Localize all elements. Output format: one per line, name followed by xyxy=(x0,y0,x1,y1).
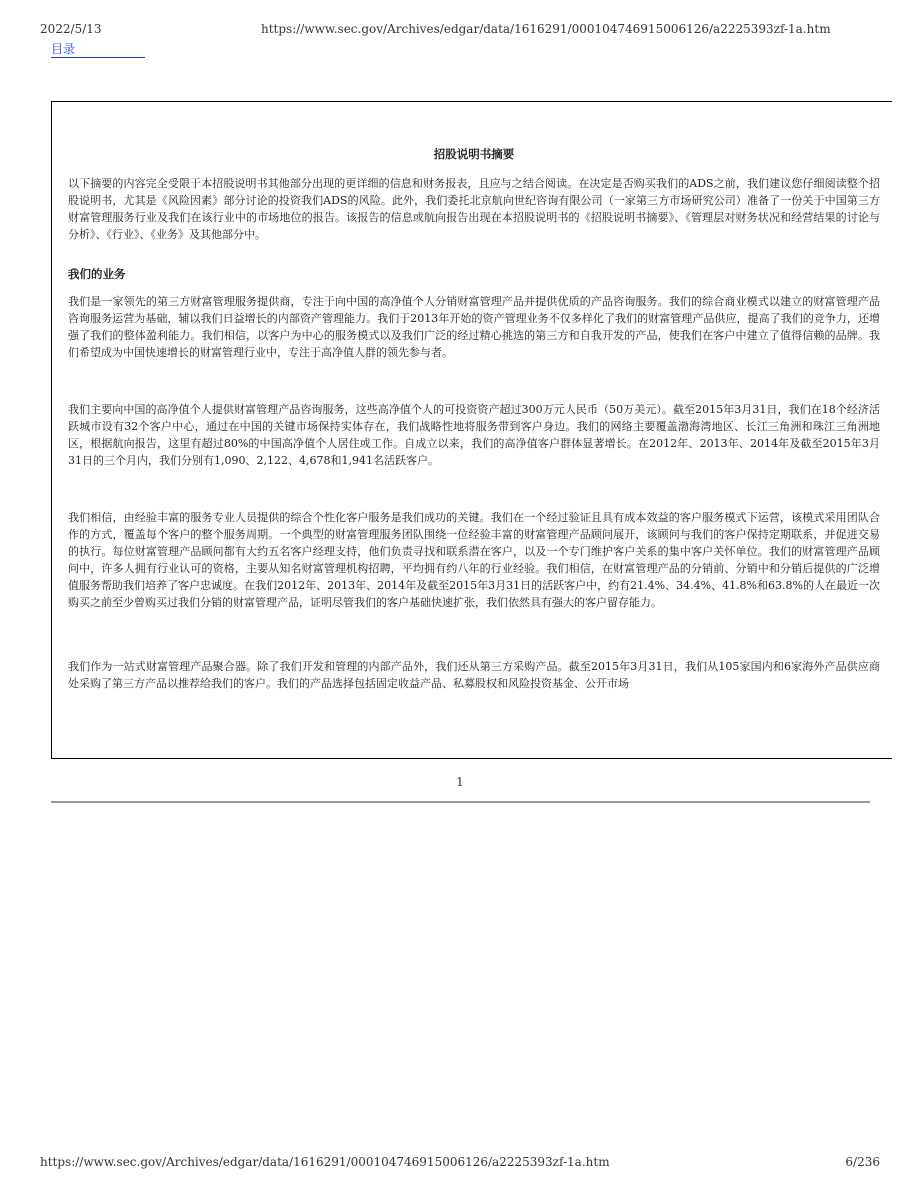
business-paragraph-3: 我们相信，由经验丰富的服务专业人员提供的综合个性化客户服务是我们成功的关键。我们在一个经过验证且具有成本效益的客户服务模式下运营，该模式采用团队合作的方式，覆盖每个客户的整个服务周期。一个典型的财富管理服务团队围绕一位经验丰富的财富管理产品顾问展开，该顾问与我们的客户保持定期联系，并促进交易的执行。每位财富管理产品顾问都有大约五名客户经理支持，他们负责寻找和联系潜在客户，以及一个专门维护客户关系的集中客户关怀单位。我们的财富管理产品顾问中，许多人拥有行业认可的资格，主要从知名财富管理机构招聘，平均拥有约八年的行业经验。我们相信，在财富管理产品的分销前、分销中和分销后提供的广泛增值服务帮助我们培养了客户忠诚度。在我们2012年、2013年、2014年及截至2015年3月31日的活跃客户中，约有21.4%、34.4%、41.8%和63.8%的人在最近一次购买之前至少曾购买过我们分销的财富管理产品，证明尽管我们的客户基础快速扩张，我们依然具有强大的客户留存能力。 xyxy=(68,511,880,609)
intro-paragraph: 以下摘要的内容完全受限于本招股说明书其他部分出现的更详细的信息和财务报表，且应与之结合阅读。在决定是否购买我们的ADS之前，我们建议您仔细阅读整个招股说明书，尤其是《风险因素》部分讨论的投资我们ADS的风险。此外，我们委托北京航向世纪咨询有限公司（一家第三方市场研究公司）准备了一份关于中国第三方财富管理服务行业及我们在该行业中的市场地位的报告。该报告的信息或航向报告出现在本招股说明书的《招股说明书摘要》、《管理层对财务状况和经营结果的讨论与分析》、《行业》、《业务》及其他部分中。 xyxy=(68,177,880,241)
print-date: 2022/5/13 xyxy=(40,22,102,36)
business-paragraph-2: 我们主要向中国的高净值个人提供财富管理产品咨询服务，这些高净值个人的可投资资产超过300万元人民币（50万美元）。截至2015年3月31日，我们在18个经济活跃城市设有32个客户中心，通过在中国的关键市场保持实体存在，我们战略性地将服务带到客户身边。我们的网络主要覆盖渤海湾地区、长江三角洲和珠江三角洲地区，根据航向报告，这里有超过80%的中国高净值个人居住或工作。自成立以来，我们的高净值客户群体显著增长。在2012年、2013年、2014年及截至2015年3月31日的三个月内，我们分别有1,090、2,122、4,678和1,941名活跃客户。 xyxy=(68,403,880,467)
section-title: 招股说明书摘要 xyxy=(433,147,515,161)
business-paragraph-4: 我们作为一站式财富管理产品聚合器。除了我们开发和管理的内部产品外，我们还从第三方采购产品。截至2015年3月31日，我们从105家国内和6家海外产品供应商处采购了第三方产品以推荐给我们的客户。我们的产品选择包括固定收益产品、私募股权和风险投资基金、公开市场 xyxy=(68,660,880,690)
page-number: 1 xyxy=(456,775,464,789)
print-url-footer: https://www.sec.gov/Archives/edgar/data/1616291/000104746915006126/a2225393zf-1a.htm xyxy=(40,1155,610,1169)
document-body xyxy=(68,146,880,692)
toc-link[interactable]: 目录 xyxy=(51,42,145,58)
print-page-count: 6/236 xyxy=(845,1155,880,1169)
page-divider xyxy=(51,801,870,803)
business-heading: 我们的业务 xyxy=(68,267,126,281)
print-url-header: https://www.sec.gov/Archives/edgar/data/1616291/000104746915006126/a2225393zf-1a.htm xyxy=(261,22,831,36)
document-frame xyxy=(51,101,892,759)
business-paragraph-1: 我们是一家领先的第三方财富管理服务提供商，专注于向中国的高净值个人分销财富管理产品并提供优质的产品咨询服务。我们的综合商业模式以建立的财富管理产品咨询服务运营为基础，辅以我们日益增长的内部资产管理能力。我们于2013年开始的资产管理业务不仅多样化了我们的财富管理产品供应，提高了我们的竞争力，还增强了我们的整体盈利能力。我们相信，以客户为中心的服务模式以及我们广泛的经过精心挑选的第三方和自我开发的产品，使我们在客户中建立了值得信赖的品牌。我们希望成为中国快速增长的财富管理行业中，专注于高净值人群的领先参与者。 xyxy=(68,295,880,359)
